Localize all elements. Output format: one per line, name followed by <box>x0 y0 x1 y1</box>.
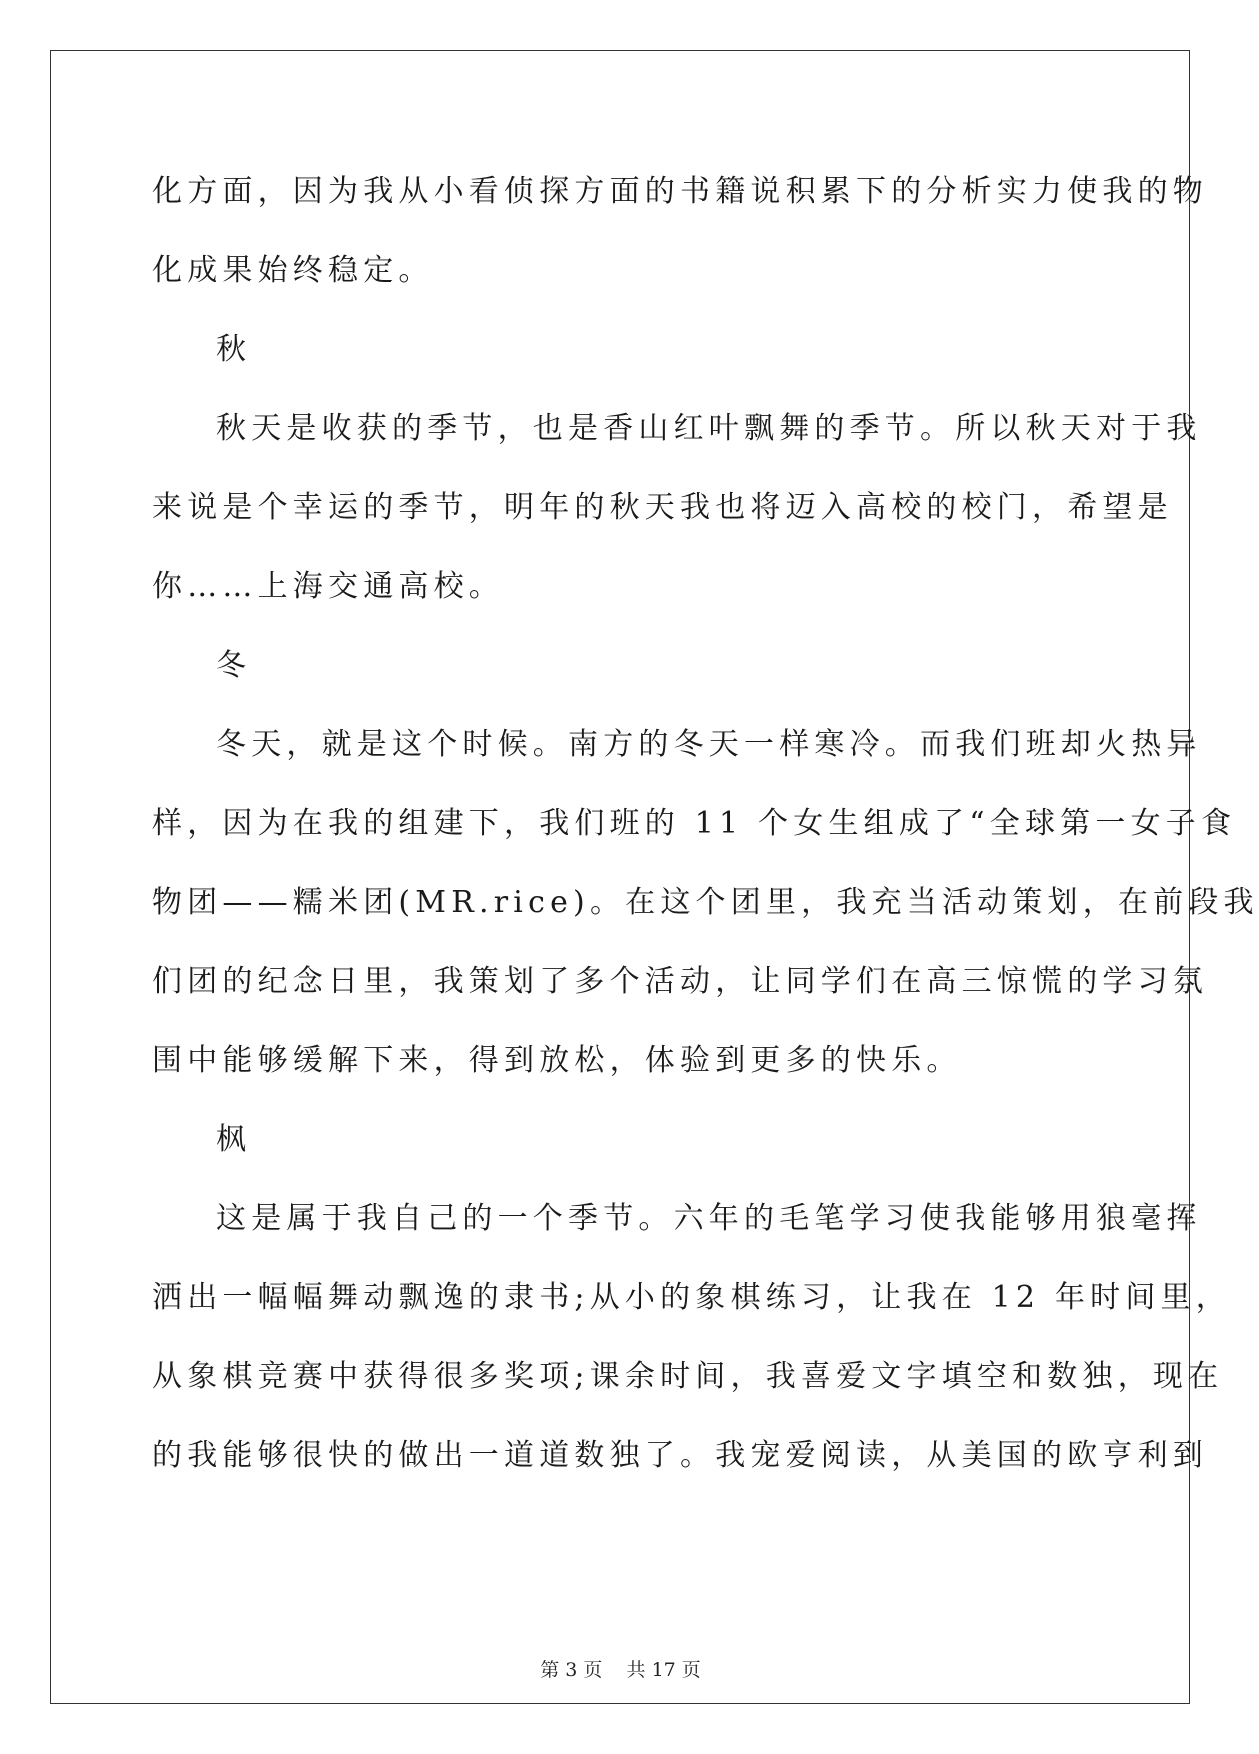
text-line: 洒出一幅幅舞动飘逸的隶书;从小的象棋练习，让我在 12 年时间里， <box>152 1280 1231 1315</box>
page-number-footer: 第 3 页 共 17 页 <box>540 1659 701 1681</box>
text-line: 从象棋竞赛中获得很多奖项;课余时间，我喜爱文字填空和数独，现在 <box>152 1359 1224 1394</box>
document-body <box>152 152 1259 1495</box>
text-line: 围中能够缓解下来，得到放松，体验到更多的快乐。 <box>152 1043 962 1078</box>
text-line: 化方面，因为我从小看侦探方面的书籍说积累下的分析实力使我的物 <box>152 174 1208 209</box>
text-line: 物团——糯米团(MR.rice)。在这个团里，我充当活动策划，在前段我 <box>152 885 1259 920</box>
text-line: 的我能够很快的做出一道道数独了。我宠爱阅读，从美国的欧亨利到 <box>152 1438 1208 1473</box>
text-line: 秋 <box>216 332 252 367</box>
text-line: 这是属于我自己的一个季节。六年的毛笔学习使我能够用狼毫挥 <box>216 1201 1202 1236</box>
text-line: 你……上海交通高校。 <box>152 569 504 604</box>
text-line: 样，因为在我的组建下，我们班的 11 个女生组成了“全球第一女子食 <box>152 806 1237 841</box>
text-line: 秋天是收获的季节，也是香山红叶飘舞的季节。所以秋天对于我 <box>216 411 1202 446</box>
text-line: 化成果始终稳定。 <box>152 253 434 288</box>
text-line: 冬 <box>216 648 252 683</box>
text-line: 来说是个幸运的季节，明年的秋天我也将迈入高校的校门，希望是 <box>152 490 1173 525</box>
text-line: 们团的纪念日里，我策划了多个活动，让同学们在高三惊慌的学习氛 <box>152 964 1208 999</box>
text-line: 冬天，就是这个时候。南方的冬天一样寒冷。而我们班却火热异 <box>216 727 1202 762</box>
text-line: 枫 <box>216 1122 252 1157</box>
